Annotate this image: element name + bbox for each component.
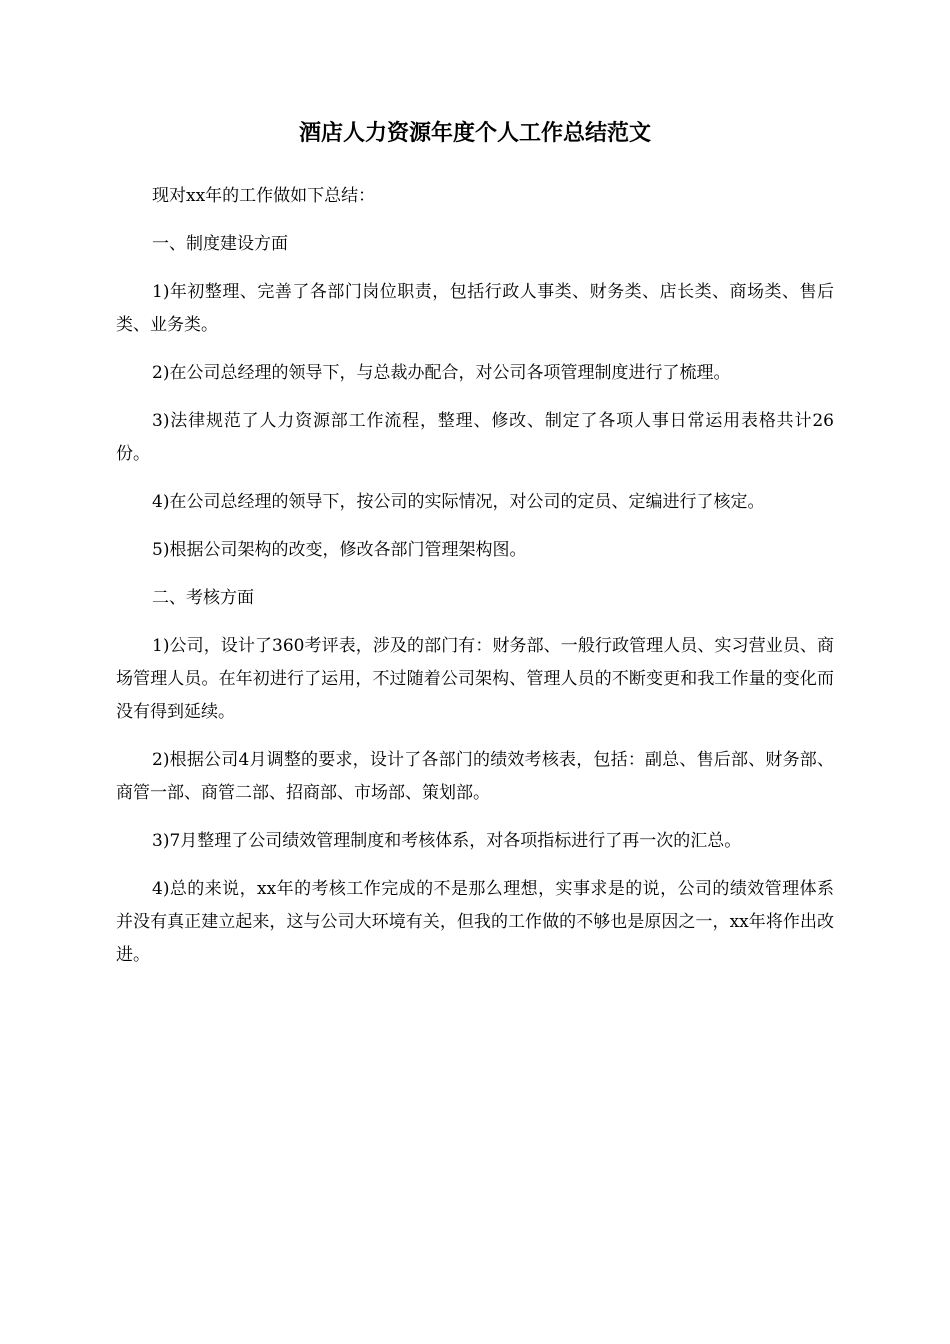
section-heading-assessment: 二、考核方面	[152, 588, 254, 608]
paragraph-item: 1)年初整理、完善了各部门岗位职责，包括行政人事类、财务类、店长类、商场类、售后类、业务类。	[116, 282, 834, 335]
section-heading-system: 一、制度建设方面	[152, 234, 288, 254]
paragraph-item: 4)总的来说，xx年的考核工作完成的不是那么理想，实事求是的说，公司的绩效管理体系并没有真正建立起来，这与公司大环境有关，但我的工作做的不够也是原因之一，xx年将作出改进。	[116, 879, 834, 965]
paragraph-item: 5)根据公司架构的改变，修改各部门管理架构图。	[152, 540, 527, 560]
paragraph-intro: 现对xx年的工作做如下总结：	[152, 186, 376, 206]
paragraph-item: 3)7月整理了公司绩效管理制度和考核体系，对各项指标进行了再一次的汇总。	[152, 831, 742, 851]
paragraph-item: 2)根据公司4月调整的要求，设计了各部门的绩效考核表，包括：副总、售后部、财务部、商管一部、商管二部、招商部、市场部、策划部。	[116, 750, 834, 803]
paragraph-item: 4)在公司总经理的领导下，按公司的实际情况，对公司的定员、定编进行了核定。	[152, 492, 765, 512]
paragraph-item: 3)法律规范了人力资源部工作流程，整理、修改、制定了各项人事日常运用表格共计26份。	[116, 411, 834, 464]
paragraph-item: 2)在公司总经理的领导下，与总裁办配合，对公司各项管理制度进行了梳理。	[152, 363, 731, 383]
document-body	[116, 180, 834, 987]
paragraph-item: 1)公司，设计了360考评表，涉及的部门有：财务部、一般行政管理人员、实习营业员、商场管理人员。在年初进行了运用，不过随着公司架构、管理人员的不断变更和我工作量的变化而没有得到延续。	[116, 636, 834, 722]
document-title: 酒店人力资源年度个人工作总结范文	[298, 120, 651, 146]
